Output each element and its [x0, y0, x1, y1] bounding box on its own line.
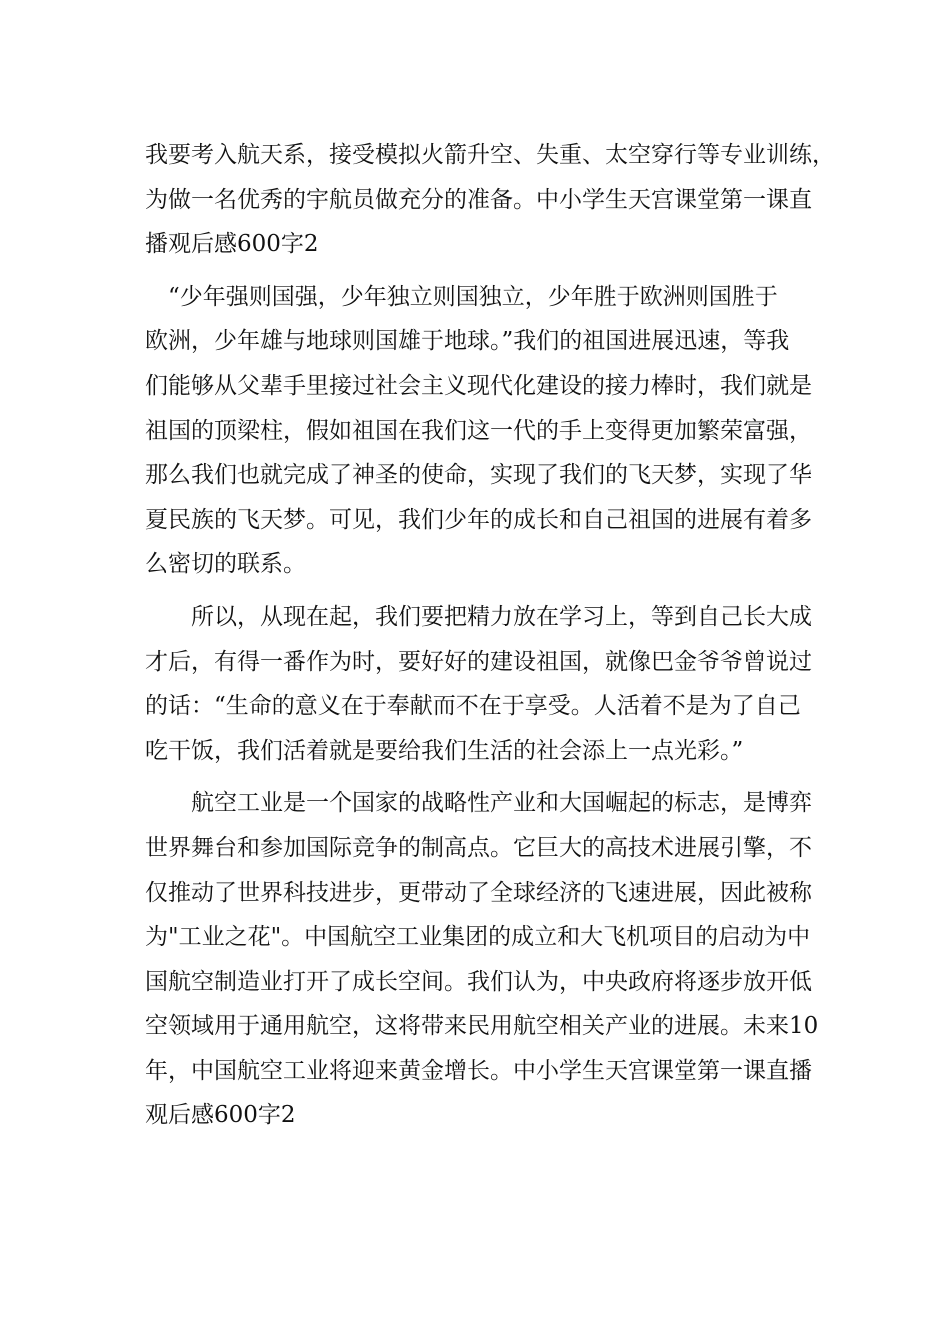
- body-text: [145, 133, 845, 1138]
- paragraph-spacer: [145, 267, 845, 275]
- text-line: 吃干饭，我们活着就是要给我们生活的社会添上一点光彩。”: [145, 737, 744, 764]
- text-line: 世界舞台和参加国际竞争的制高点。它巨大的高技术进展引擎，不: [145, 834, 812, 861]
- text-line: 播观后感600字2: [145, 231, 319, 258]
- paragraph-spacer: [145, 773, 845, 781]
- paragraph-3: [145, 595, 845, 773]
- text-line: 观后感600字2: [145, 1102, 296, 1129]
- text-line: “少年强则国强，少年独立则国独立，少年胜于欧洲则国胜于: [145, 283, 778, 310]
- text-line: 我要考入航天系，接受模拟火箭升空、失重、太空穿行等专业训练，: [145, 142, 835, 168]
- text-line: 么密切的联系。: [145, 551, 306, 578]
- text-line: 欧洲，少年雄与地球则国雄于地球。”我们的祖国进展迅速，等我: [145, 328, 790, 355]
- paragraph-1: [145, 133, 845, 267]
- text-line: 年，中国航空工业将迎来黄金增长。中小学生天宫课堂第一课直播: [145, 1057, 812, 1084]
- text-line: 为做一名优秀的宇航员做充分的准备。中小学生天宫课堂第一课直: [145, 186, 812, 213]
- text-line: 夏民族的飞天梦。可见，我们少年的成长和自己祖国的进展有着多: [145, 506, 812, 533]
- text-line: 那么我们也就完成了神圣的使命，实现了我们的飞天梦，实现了华: [145, 462, 812, 489]
- text-line: 空领域用于通用航空，这将带来民用航空相关产业的进展。未来10: [145, 1013, 819, 1040]
- text-line: 仅推动了世界科技进步，更带动了全球经济的飞速进展，因此被称: [145, 879, 812, 906]
- text-line: 的话：“生命的意义在于奉献而不在于享受。人活着不是为了自己: [145, 693, 801, 720]
- paragraph-4: [145, 781, 845, 1138]
- text-line: 国航空制造业打开了成长空间。我们认为，中央政府将逐步放开低: [145, 968, 812, 995]
- paragraph-spacer: [145, 587, 845, 595]
- text-line: 才后，有得一番作为时，要好好的建设祖国，就像巴金爷爷曾说过: [145, 648, 812, 675]
- text-line: 所以，从现在起，我们要把精力放在学习上，等到自己长大成: [145, 603, 812, 630]
- text-line: 们能够从父辈手里接过社会主义现代化建设的接力棒时，我们就是: [145, 372, 812, 399]
- text-line: 祖国的顶梁柱，假如祖国在我们这一代的手上变得更加繁荣富强，: [145, 417, 812, 444]
- paragraph-2: [145, 275, 845, 587]
- text-line: 航空工业是一个国家的战略性产业和大国崛起的标志，是博弈: [145, 790, 812, 817]
- text-line: 为"工业之花"。中国航空工业集团的成立和大飞机项目的启动为中: [145, 924, 811, 951]
